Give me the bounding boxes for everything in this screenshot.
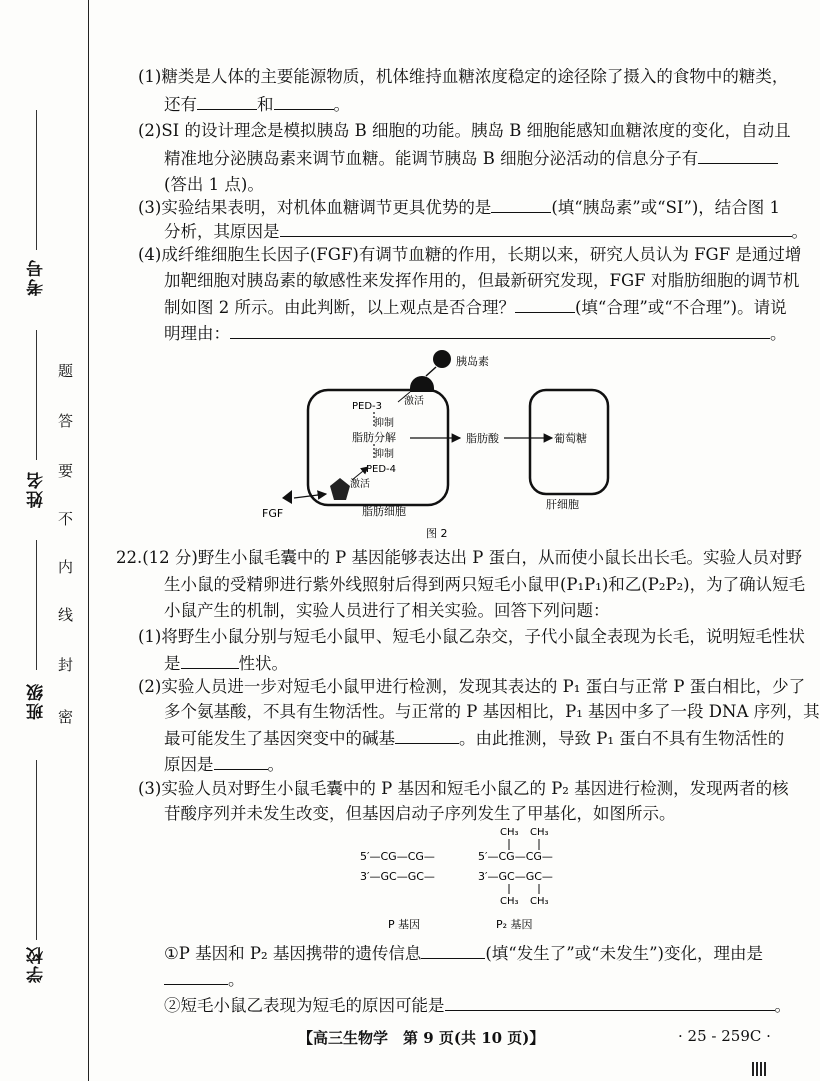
binding-line — [88, 0, 89, 1081]
q21-part2-line3: (答出 1 点)。 — [164, 175, 264, 194]
q22-sub2-text: ②短毛小鼠乙表现为短毛的原因可能是 — [164, 996, 445, 1015]
q22-part2-text: 最可能发生了基因突变中的碱基 — [164, 729, 395, 748]
dna-methylation-figure — [350, 820, 580, 935]
answer-blank[interactable] — [230, 322, 770, 339]
q22-stem-line3: 小鼠产生的机制，实验人员进行了相关实验。回答下列问题： — [164, 601, 610, 620]
answer-blank[interactable] — [395, 727, 459, 744]
q22-part2-line1: (2)实验人员进一步对短毛小鼠甲进行检测，发现其表达的 P₁ 蛋白与正常 P 蛋白相比，少了 — [138, 677, 806, 696]
q22-sub1-text: ①P 基因和 P₂ 基因携带的遗传信息 — [164, 944, 422, 963]
q22-sub1-line2 — [164, 968, 245, 991]
q21-part1-text: 和 — [257, 95, 274, 114]
kaohao-blank-line — [36, 110, 37, 250]
figure-2-caption: 图 2 — [426, 527, 448, 540]
warning-char: 线 — [58, 606, 74, 624]
q22-part2-line2: 多个氨基酸，不具有生物活性。与正常的 P 基因相比，P₁ 基因中多了一段 DNA 序列，其 — [164, 702, 820, 721]
answer-blank[interactable] — [164, 968, 228, 985]
insulin-molecule — [433, 350, 451, 368]
q22-part2-text: 原因是 — [164, 755, 214, 774]
answer-blank[interactable] — [214, 753, 268, 770]
paper-code: · 25 - 259C · — [678, 1027, 771, 1045]
q22-part1-line1: (1)将野生小鼠分别与短毛小鼠甲、短毛小鼠乙杂交，子代小鼠全表现为长毛，说明短毛性状 — [138, 627, 805, 646]
q21-part1-line2 — [164, 93, 350, 116]
q21-part1-text: 。 — [333, 95, 350, 114]
warning-char: 要 — [58, 462, 74, 480]
warning-char: 不 — [58, 510, 74, 528]
warning-char: 密 — [58, 708, 74, 726]
q21-part2-text: 精准地分泌胰岛素来调节血糖。能调节胰岛 B 细胞分泌活动的信息分子有 — [164, 149, 699, 168]
fatty-acid-label: 脂肪酸 — [466, 432, 499, 445]
warning-char: 答 — [58, 412, 74, 430]
banji-blank-line — [36, 540, 37, 670]
xuexiao-blank-line — [36, 760, 37, 940]
q21-part3-line1 — [138, 196, 780, 219]
glucose-label: 葡萄糖 — [554, 432, 587, 445]
q21-part3-text: 分析，其原因是 — [164, 222, 280, 241]
q21-part4-text: 制如图 2 所示。由此判断，以上观点是否合理？ — [164, 298, 515, 317]
q22-sub2-text: 。 — [774, 996, 791, 1015]
label-xingming: 姓名 — [27, 470, 47, 508]
q22-sub2-line — [164, 994, 791, 1017]
activate-bottom-label: 激活 — [350, 479, 370, 490]
p2-gene-bottom-ch3: CH₃ — [530, 896, 549, 907]
fat-cell-label: 脂肪细胞 — [362, 505, 406, 518]
warning-char: 题 — [58, 362, 74, 380]
q22-part3-line2: 苷酸序列并未发生改变，但基因启动子序列发生了甲基化，如图所示。 — [164, 804, 676, 823]
p2-gene-top-strand: 5′—CG—CG— — [478, 850, 553, 863]
q21-part3-text: 。 — [791, 222, 808, 241]
binding-margin — [0, 0, 105, 1081]
fgf-label: FGF — [262, 507, 284, 520]
ped4-label: PED-4 — [366, 464, 397, 475]
lipolysis-label: 脂肪分解 — [352, 431, 396, 444]
q21-part3-text: (填“胰岛素”或“SI”)，结合图 1 — [551, 198, 781, 217]
q22-part2-text: 。 — [267, 755, 284, 774]
q22-part2-line3 — [164, 727, 784, 750]
q22-stem-line2: 生小鼠的受精卵进行紫外线照射后得到两只短毛小鼠甲(P₁P₁)和乙(P₂P₂)，为了确认短毛 — [164, 575, 806, 594]
q22-part3-line1: (3)实验人员对野生小鼠毛囊中的 P 基因和短毛小鼠乙的 P₂ 基因进行检测，发现两者的核 — [138, 779, 789, 798]
q22-part1-text: 是 — [164, 654, 181, 673]
q21-part4-line2: 加靶细胞对胰岛素的敏感性来发挥作用的，但最新研究发现，FGF 对脂肪细胞的调节机 — [164, 271, 800, 290]
answer-blank[interactable] — [280, 220, 792, 237]
answer-blank[interactable] — [445, 994, 775, 1011]
answer-blank[interactable] — [698, 147, 778, 164]
q21-part4-line3 — [164, 296, 787, 319]
inhibit-top-label: 抑制 — [374, 418, 394, 429]
q22-sub1-text: 。 — [228, 970, 245, 989]
q22-part1-text: 性状。 — [238, 654, 288, 673]
p2-gene-bottom-ch3: CH₃ — [500, 896, 519, 907]
answer-blank[interactable] — [515, 296, 575, 313]
q22-sub1-line1 — [164, 942, 763, 965]
liver-cell-label: 肝细胞 — [546, 498, 579, 511]
answer-blank[interactable] — [197, 93, 257, 110]
p-gene-label: P 基因 — [388, 918, 421, 931]
label-banji: 班级 — [27, 682, 47, 720]
activate-top-label: 激活 — [404, 396, 424, 407]
q22-part2-text: 。由此推测，导致 P₁ 蛋白不具有生物活性的 — [459, 729, 785, 748]
answer-blank[interactable] — [421, 942, 485, 959]
qr-code-icon — [752, 1062, 766, 1076]
q22-stem-line1: 22.(12 分)野生小鼠毛囊中的 P 基因能够表达出 P 蛋白，从而使小鼠长出长毛。实验人员对野 — [116, 548, 803, 567]
q21-part1-line1: (1)糖类是人体的主要能源物质，机体维持血糖浓度稳定的途径除了摄入的食物中的糖类， — [138, 67, 789, 86]
p2-gene-top-ch3: CH₃ — [530, 827, 549, 838]
ped3-label: PED-3 — [352, 401, 383, 412]
inhibit-bottom-label: 抑制 — [374, 449, 394, 460]
q21-part2-line2 — [164, 147, 778, 170]
q21-part4-text: (填“合理”或“不合理”)。请说 — [575, 298, 787, 317]
answer-blank[interactable] — [181, 652, 239, 669]
answer-blank[interactable] — [491, 196, 551, 213]
warning-char: 内 — [58, 558, 74, 576]
q22-part1-line2 — [164, 652, 288, 675]
label-kaohao: 考号 — [27, 258, 47, 296]
q21-part4-text: 明理由： — [164, 324, 230, 343]
q21-part3-line2 — [164, 220, 808, 243]
q22-sub1-text: (填“发生了”或“未发生”)变化，理由是 — [485, 944, 763, 963]
q21-part4-line1: (4)成纤维细胞生长因子(FGF)有调节血糖的作用，长期以来，研究人员认为 FGF 是通过增 — [138, 245, 802, 264]
p-gene-bottom-strand: 3′—GC—GC— — [360, 870, 435, 883]
p2-gene-top-ch3: CH₃ — [500, 827, 519, 838]
q21-part3-text: (3)实验结果表明，对机体血糖调节更具优势的是 — [138, 198, 492, 217]
p-gene-top-strand: 5′—CG—CG— — [360, 850, 435, 863]
insulin-receptor — [410, 376, 434, 392]
figure-2-diagram — [240, 340, 630, 540]
xingming-blank-line — [36, 330, 37, 460]
fgf-receptor — [330, 478, 350, 500]
q21-part4-text: 。 — [770, 324, 787, 343]
p2-gene-bottom-strand: 3′—GC—GC— — [478, 870, 553, 883]
q21-part2-line1: (2)SI 的设计理念是模拟胰岛 B 细胞的功能。胰岛 B 细胞能感知血糖浓度的变化，自动且 — [138, 121, 791, 140]
p2-gene-label: P₂ 基因 — [496, 918, 533, 931]
insulin-label: 胰岛素 — [456, 355, 489, 368]
fgf-molecule — [282, 490, 292, 504]
label-xuexiao: 学校 — [27, 945, 47, 983]
q21-part1-text: 还有 — [164, 95, 197, 114]
answer-blank[interactable] — [274, 93, 334, 110]
page-footer: 【高三生物学 第 9 页(共 10 页)】 — [298, 1029, 545, 1047]
warning-char: 封 — [58, 656, 74, 674]
insulin-link — [426, 367, 436, 376]
q22-part2-line4 — [164, 753, 284, 776]
